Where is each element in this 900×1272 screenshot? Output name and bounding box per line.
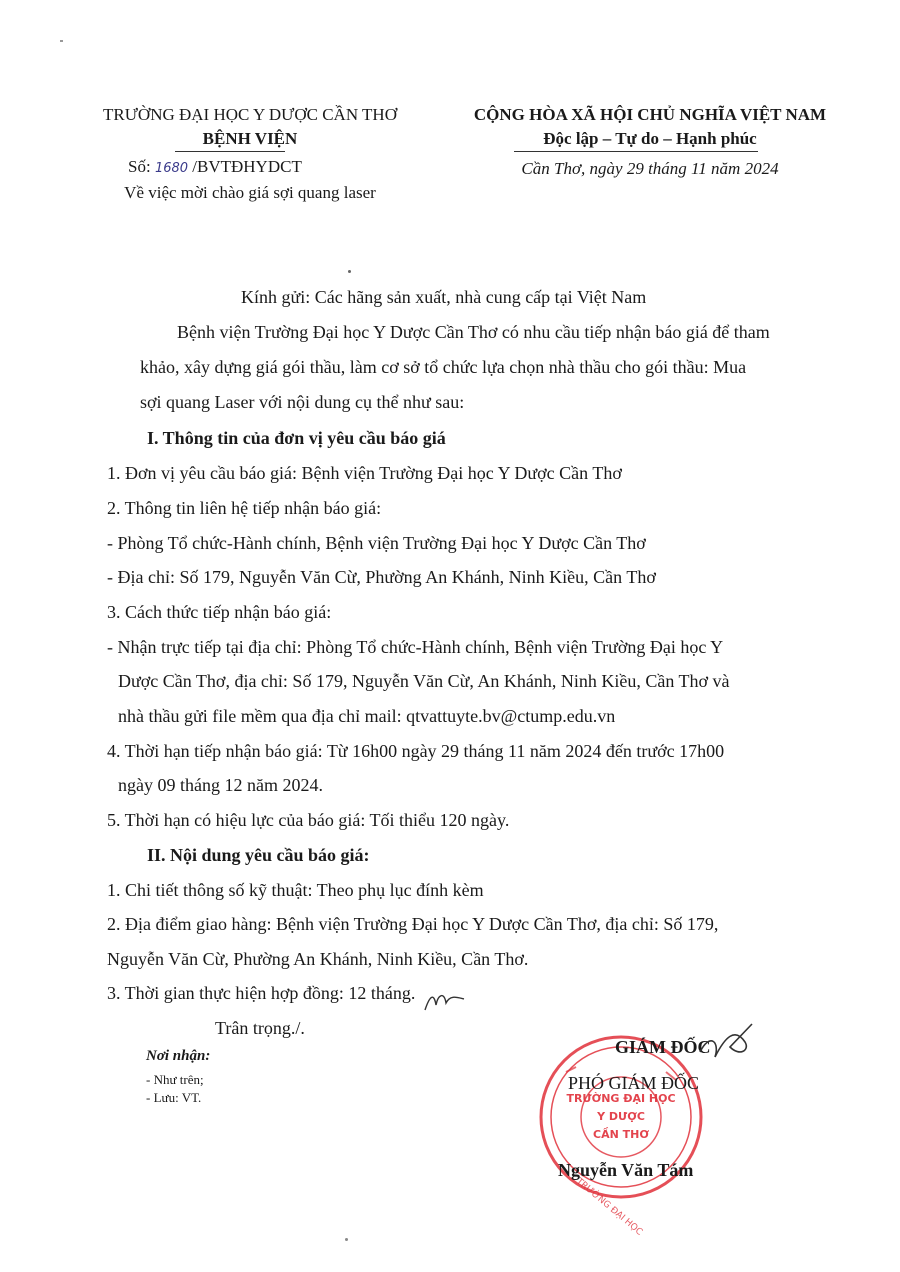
section-1-item: - Phòng Tổ chức-Hành chính, Bệnh viện Trường Đại học Y Dược Cần Thơ [107,533,646,553]
document-number-label: Số: [128,157,151,176]
recipients-item: - Như trên; [146,1072,204,1087]
recipients-item: - Lưu: VT. [146,1090,202,1105]
recipients-heading: Nơi nhận: [146,1048,211,1064]
svg-text:TRƯỜNG ĐẠI HỌC: TRƯỜNG ĐẠI HỌC [574,1176,645,1238]
scan-speck [60,40,63,42]
section-2-heading: II. Nội dung yêu cầu báo giá: [147,845,370,865]
svg-text:TRƯỜNG ĐẠI HỌC: TRƯỜNG ĐẠI HỌC [566,1092,676,1105]
issuer-underline [175,151,285,152]
svg-text:CẦN THƠ: CẦN THƠ [593,1128,649,1141]
motto-underline [514,151,758,152]
scan-speck [348,270,351,273]
section-1-item: - Địa chỉ: Số 179, Nguyễn Văn Cừ, Phường An Khánh, Ninh Kiều, Cần Thơ [107,567,656,587]
section-2-item: Nguyễn Văn Cừ, Phường An Khánh, Ninh Kiều, Cần Thơ. [107,949,529,969]
closing-text: Trân trọng./. [215,1018,305,1038]
section-1-item: ngày 09 tháng 12 năm 2024. [118,775,323,795]
issuer-hospital: BỆNH VIỆN [202,129,298,148]
intro-line-1: Bệnh viện Trường Đại học Y Dược Cần Thơ có nhu cầu tiếp nhận báo giá để tham [177,322,770,342]
nation-title: CỘNG HÒA XÃ HỘI CHỦ NGHĨA VIỆT NAM [473,105,827,124]
section-1-item: 1. Đơn vị yêu cầu báo giá: Bệnh viện Trường Đại học Y Dược Cần Thơ [107,463,622,483]
section-1-item: Dược Cần Thơ, địa chỉ: Số 179, Nguyễn Văn Cừ, An Khánh, Ninh Kiều, Cần Thơ và [118,671,730,691]
section-1-item: nhà thầu gửi file mềm qua địa chỉ mail: qtvattuyte.bv@ctump.edu.vn [118,706,616,726]
document-number [128,157,302,177]
section-1-item: 4. Thời hạn tiếp nhận báo giá: Từ 16h00 ngày 29 tháng 11 năm 2024 đến trước 17h00 [107,741,725,761]
issuer-university: TRƯỜNG ĐẠI HỌC Y DƯỢC CẦN THƠ [103,105,397,124]
document-number-code: /BVTĐHYDCT [192,157,302,176]
signer-name: Nguyễn Văn Tám [558,1160,694,1180]
signer-title: GIÁM ĐỐC [615,1037,711,1057]
initials-signature [420,985,470,1015]
signer-deputy-title: PHÓ GIÁM ĐỐC [568,1073,700,1093]
section-1-item: - Nhận trực tiếp tại địa chỉ: Phòng Tổ chức-Hành chính, Bệnh viện Trường Đại học Y [107,637,724,657]
nation-motto: Độc lập – Tự do – Hạnh phúc [543,129,757,148]
place-date: Cần Thơ, ngày 29 tháng 11 năm 2024 [521,159,779,178]
director-signature [690,1012,760,1072]
document-number-value: 1680 [154,161,189,176]
intro-line-3: sợi quang Laser với nội dung cụ thể như sau: [140,392,465,412]
section-1-item: 3. Cách thức tiếp nhận báo giá: [107,602,332,622]
section-2-item: 3. Thời gian thực hiện hợp đồng: 12 tháng. [107,983,416,1003]
section-1-item: 5. Thời hạn có hiệu lực của báo giá: Tối thiểu 120 ngày. [107,810,510,830]
section-1-item: 2. Thông tin liên hệ tiếp nhận báo giá: [107,498,382,518]
section-1-heading: I. Thông tin của đơn vị yêu cầu báo giá [147,428,446,448]
section-2-item: 2. Địa điểm giao hàng: Bệnh viện Trường Đại học Y Dược Cần Thơ, địa chỉ: Số 179, [107,914,719,934]
document-subject: Về việc mời chào giá sợi quang laser [124,183,376,202]
section-2-item: 1. Chi tiết thông số kỹ thuật: Theo phụ lục đính kèm [107,880,484,900]
scan-speck [345,1238,348,1241]
intro-line-2: khảo, xây dựng giá gói thầu, làm cơ sở tổ chức lựa chọn nhà thầu cho gói thầu: Mua [140,357,747,377]
svg-text:Y DƯỢC: Y DƯỢC [597,1110,645,1123]
recipient-line: Kính gửi: Các hãng sản xuất, nhà cung cấp tại Việt Nam [241,287,647,307]
